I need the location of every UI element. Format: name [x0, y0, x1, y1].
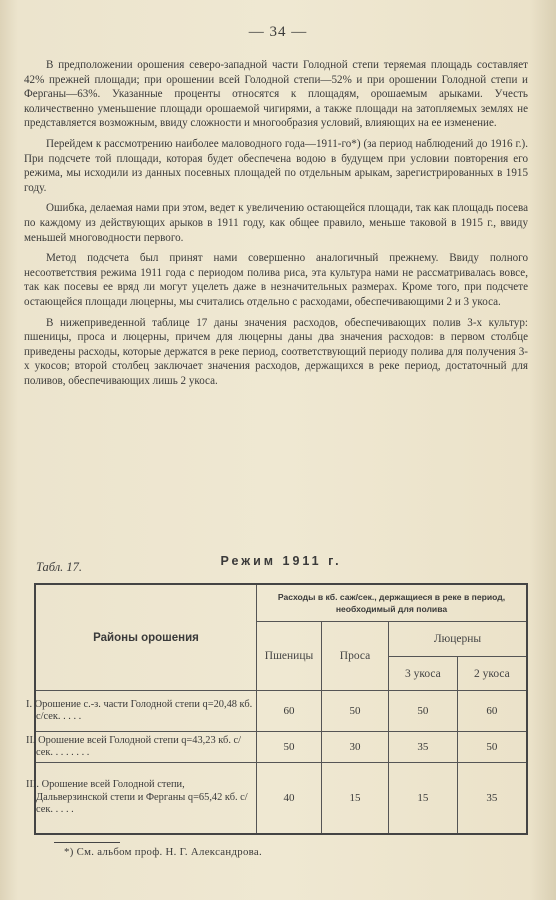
cell-wheat: 50	[257, 732, 322, 763]
cell-millet: 15	[322, 763, 389, 835]
page-number: — 34 —	[248, 24, 308, 40]
cell-alfalfa-2: 60	[457, 691, 527, 732]
footnote: *) См. альбом проф. Н. Г. Александрова.	[64, 846, 263, 858]
paragraph-2: Перейдем к рассмотрению наиболее маловодного года—1911-го*) (за период наблюдений до 1916 г.). При подсчете той площади, которая будет обеспечена водою в будущем при условии повторения его режима, мы исходили из данных посевных площадей по отдельным арыкам, зарегистрированных в 1915 году.	[24, 137, 528, 194]
paragraph-5: В нижеприведенной таблице 17 даны значения расходов, обеспечивающих полив 3-х культур: пшеницы, проса и люцерны, причем для люцерны даны два значения расходов: в первом столбце приведены расходы, которые держатся в реке период, соответствующий периоду полива для получения 3-х укосов; второй столбец заключает значения расходов, держащихся в реке период, достаточный для поливов, обеспечивающих лишь 2 укоса.	[24, 316, 528, 387]
paragraph-1: В предположении орошения северо-западной части Голодной степи теряемая площадь составляет 42% прежней площади; при орошении всей Голодной степи—52% и при орошении Голодной степи и Ферганы—63%. Указанные проценты относятся к площадям, орошаемым арыками. Учесть количественно уменьшение площади орошаемой чигирями, а также площади на затопляемых землях не представляется возможным, ввиду сложности и многообразия условий, влияющих на ее изменение.	[24, 59, 528, 130]
cell-alfalfa-3: 35	[389, 732, 458, 763]
cell-alfalfa-2: 50	[457, 732, 527, 763]
regime-table	[26, 583, 528, 835]
body-text	[24, 58, 528, 394]
footnote-divider	[54, 842, 120, 843]
table-label: Табл. 17.	[36, 560, 83, 574]
header-3-cuttings: 3 укоса	[389, 657, 458, 691]
header-wheat: Пшеницы	[257, 622, 322, 691]
paragraph-3: Ошибка, делаемая нами при этом, ведет к увеличению остающейся площади, так как площадь посева по каждому из действующих арыков в 1911 году, как общее правило, меньше таковой в 1915 г., ввиду меньшей многоводности первого.	[24, 202, 528, 244]
table-caption	[36, 554, 526, 576]
cell-wheat: 40	[257, 763, 322, 835]
row-region: III. Орошение всей Голодной степи, Дальверзинской степи и Ферганы q=65,42 кб. с/сек. . . . .	[35, 763, 257, 835]
row-region: II. Орошение всей Голодной степи q=43,23 кб. с/сек. . . . . . . .	[35, 732, 257, 763]
table-row	[35, 691, 527, 732]
header-discharge-group: Расходы в кб. саж/сек., держащиеся в реке в период, необходимый для полива	[257, 584, 528, 622]
header-2-cuttings: 2 укоса	[457, 657, 527, 691]
cell-alfalfa-3: 50	[389, 691, 458, 732]
cell-alfalfa-2: 35	[457, 763, 527, 835]
cell-millet: 30	[322, 732, 389, 763]
cell-wheat: 60	[257, 691, 322, 732]
paragraph-4: Метод подсчета был принят нами совершенно аналогичный прежнему. Ввиду полного несоответствия режима 1911 года с периодом полива риса, эта культура нами не рассматривалась вовсе, так как посевы ее вряд ли могут уцелеть даже в незначительных размерах. Кроме того, при подсчете остающейся площади люцерны, мы считались отдельно с расходами, обеспечивающими 2 и 3 укоса.	[24, 252, 528, 308]
header-millet: Проса	[322, 622, 389, 691]
table-row	[35, 763, 527, 835]
row-region: I. Орошение с.-з. части Голодной степи q=20,48 кб. с/сек. . . . .	[35, 691, 257, 732]
header-region: Районы орошения	[35, 584, 257, 691]
table-title: Режим 1911 г.	[220, 554, 342, 568]
cell-alfalfa-3: 15	[389, 763, 458, 835]
header-alfalfa: Люцерны	[389, 622, 528, 657]
cell-millet: 50	[322, 691, 389, 732]
table-row	[35, 732, 527, 763]
